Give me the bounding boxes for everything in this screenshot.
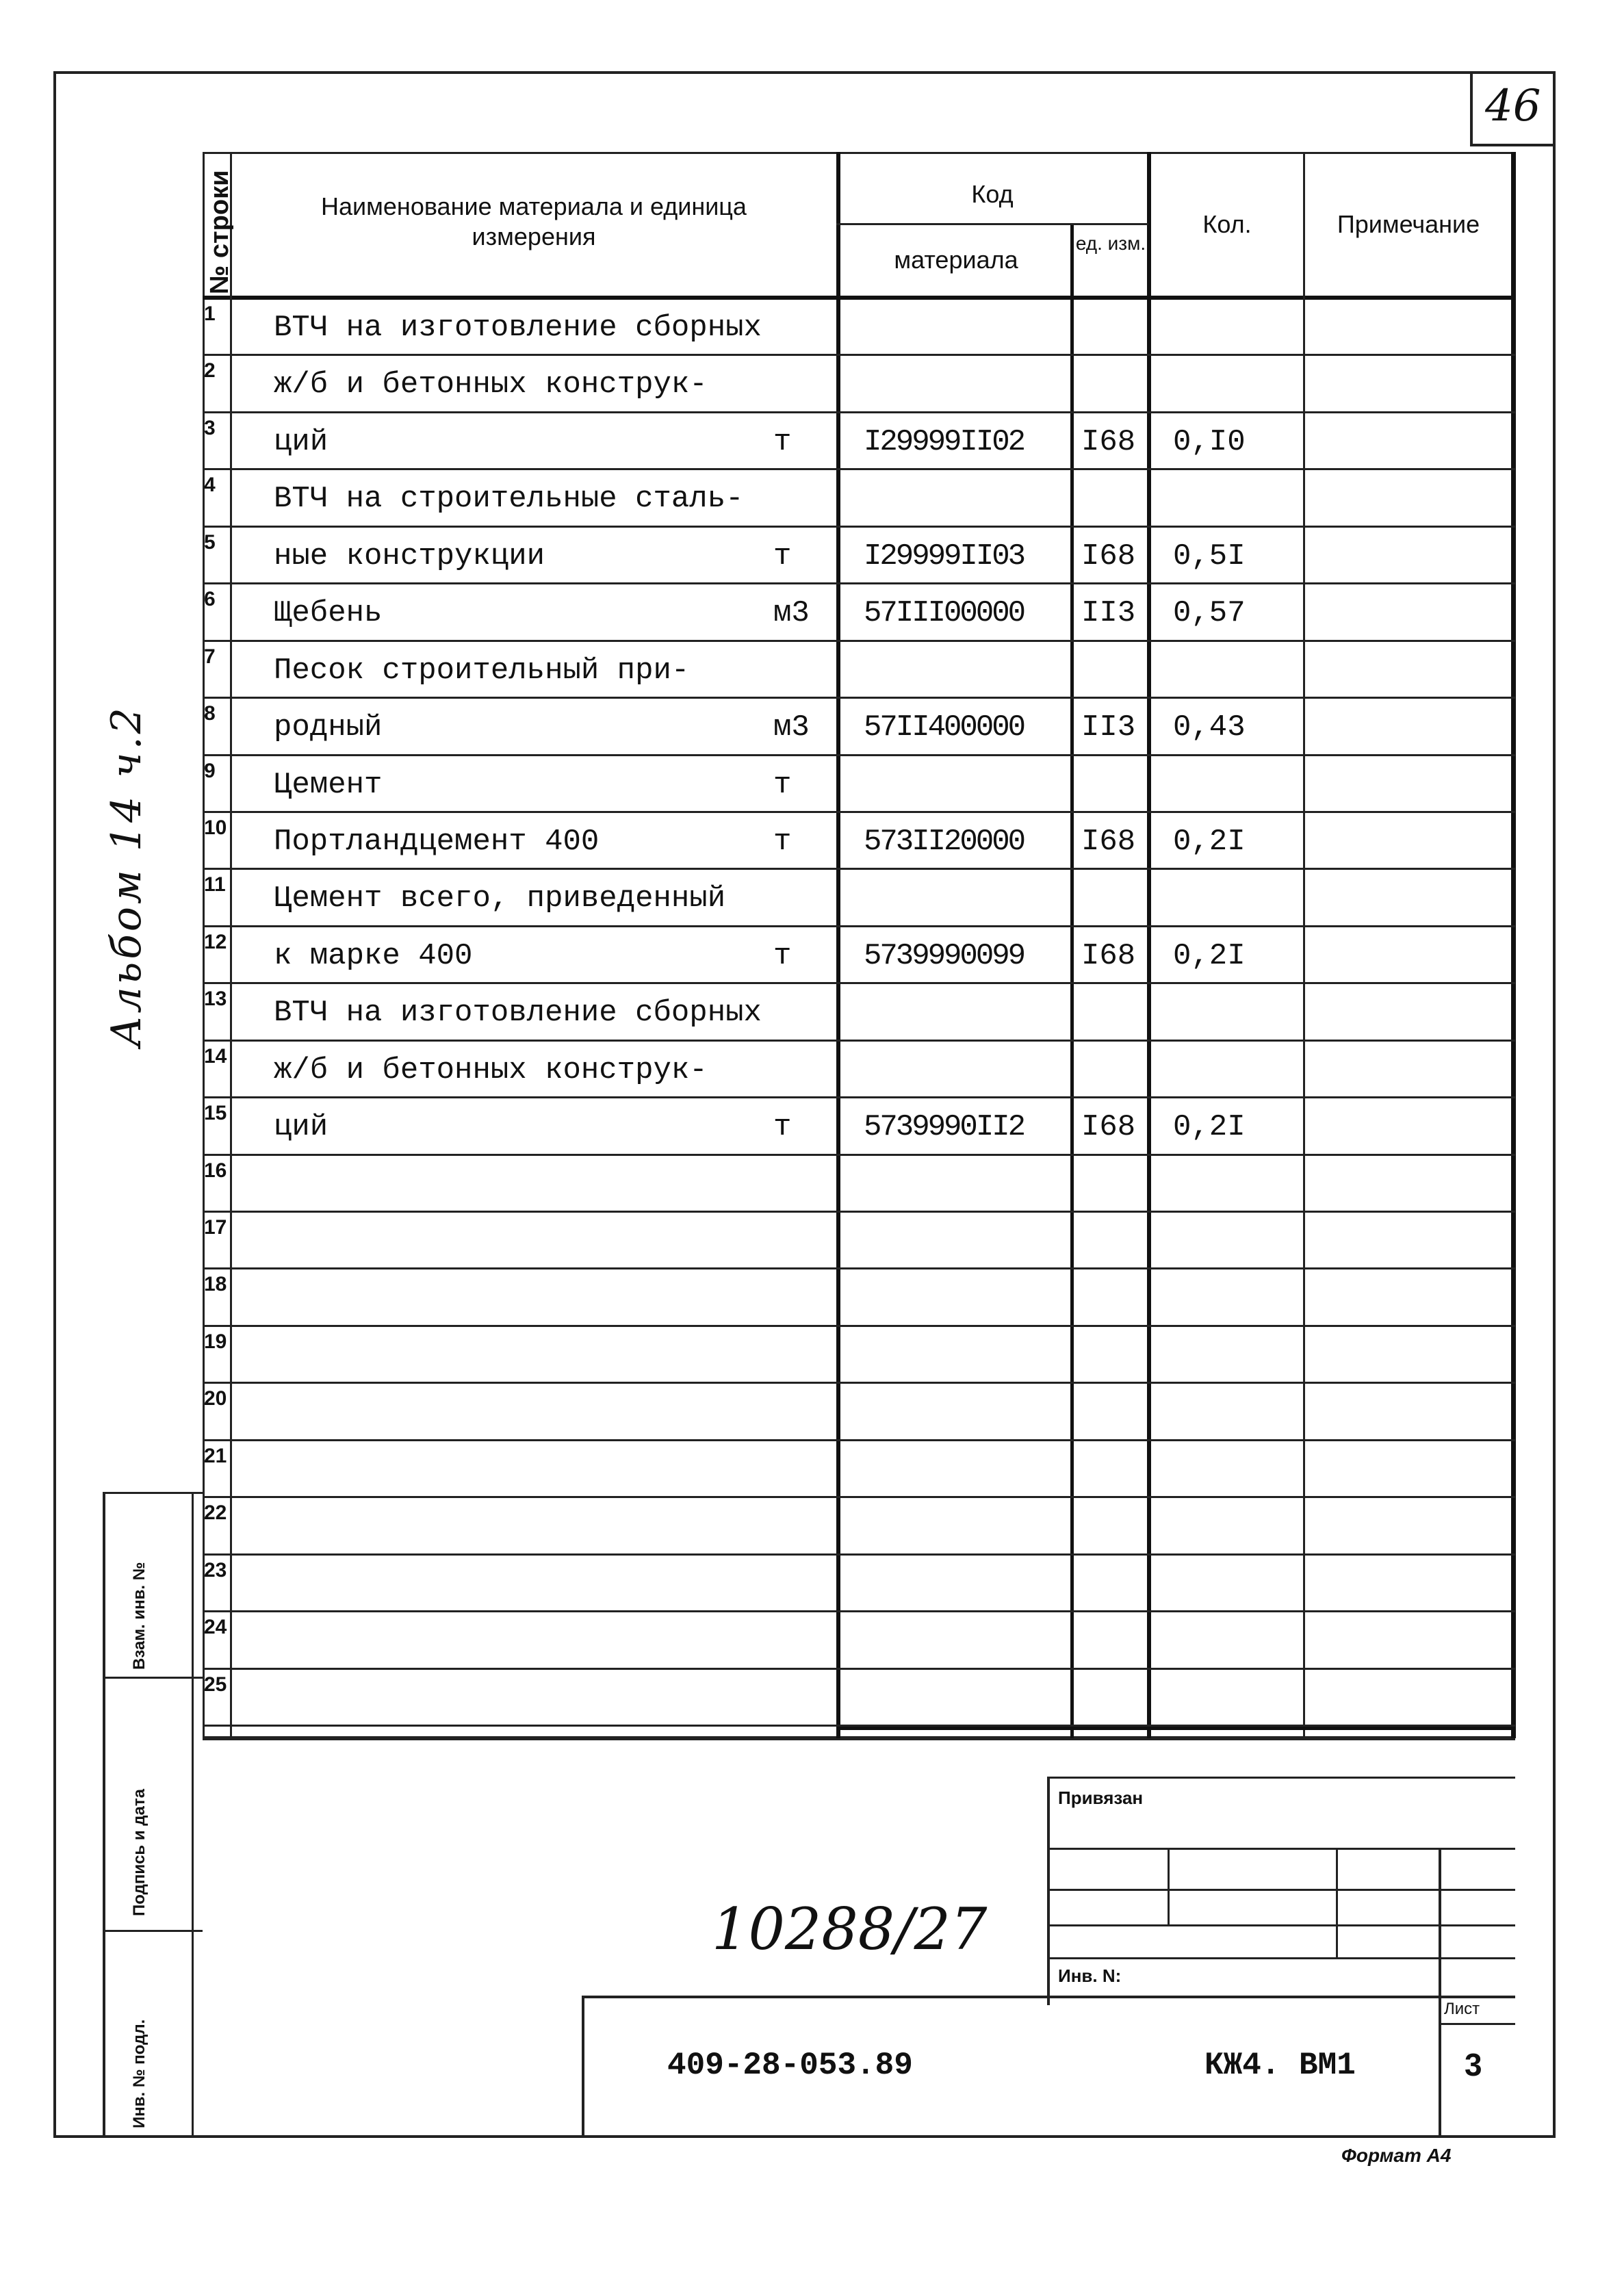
side-column-top [103, 1492, 203, 1494]
header-code: Код [971, 180, 1014, 208]
row-number: 23 [204, 1558, 227, 1582]
row-number: 16 [204, 1159, 227, 1182]
quantity: 0,5I [1173, 539, 1246, 573]
material-name: Портландцемент 400 [274, 824, 600, 859]
row-number: 9 [204, 759, 216, 782]
material-unit: т [773, 824, 792, 859]
material-code: 57III00000 [864, 596, 1024, 631]
stamp-list-value: 3 [1465, 2047, 1482, 2082]
material-name: Цемент всего, приведенный [274, 881, 726, 916]
material-name: Цемент [274, 767, 383, 802]
material-code: I29999II02 [864, 424, 1024, 459]
material-code: 57II400000 [864, 710, 1024, 745]
row-number: 18 [204, 1273, 227, 1296]
header-note: Примечание [1337, 210, 1480, 238]
material-name: Щебень [274, 596, 383, 631]
row-line [203, 640, 1515, 642]
row-number: 2 [204, 359, 216, 383]
row-number: 17 [204, 1216, 227, 1239]
material-unit: т [773, 539, 792, 573]
row-line [203, 697, 1515, 699]
material-code: 5739990099 [864, 938, 1024, 973]
material-unit: м3 [773, 596, 810, 631]
side-column-div2 [103, 1930, 203, 1932]
quantity: 0,I0 [1173, 424, 1246, 459]
row-number: 21 [204, 1444, 227, 1467]
row-number: 13 [204, 988, 227, 1011]
row-number: 3 [204, 416, 216, 439]
row-line [203, 811, 1515, 813]
stamp-vline-3 [1439, 1848, 1441, 2138]
header-code-divider [836, 223, 1148, 225]
col-line-name [836, 152, 840, 1738]
quantity: 0,2I [1173, 824, 1246, 859]
material-name: ВТЧ на строительные сталь- [274, 482, 744, 517]
row-line [203, 526, 1515, 528]
page-number: 46 [1485, 81, 1541, 131]
material-name: Песок строительный при- [274, 653, 690, 688]
quantity: 0,57 [1173, 596, 1246, 631]
material-unit: т [773, 938, 792, 973]
row-number: 11 [204, 873, 226, 897]
header-name: Наименование материала и единица измерения [321, 192, 747, 250]
stamp-vline-2 [1336, 1848, 1338, 1957]
col-line-rownum [230, 152, 232, 1738]
row-line [203, 1040, 1515, 1042]
row-line [203, 982, 1515, 984]
row-number: 7 [204, 645, 216, 668]
side-column-line-outer [103, 1492, 105, 2138]
row-number: 15 [204, 1102, 227, 1125]
col-line-code [1070, 223, 1074, 1738]
material-name: ВТЧ на изготовление сборных [274, 996, 762, 1031]
row-number: 6 [204, 588, 216, 611]
material-code: 573II20000 [864, 824, 1024, 859]
row-line [203, 754, 1515, 756]
material-code: I29999II03 [864, 539, 1024, 573]
row-line [203, 1725, 1515, 1727]
row-line [203, 1382, 1515, 1384]
row-line [203, 1211, 1515, 1213]
stamp-sheet-code: КЖ4. ВМ1 [1204, 2048, 1356, 2083]
row-number: 12 [204, 930, 227, 953]
row-number: 14 [204, 1044, 227, 1068]
unit-code: II3 [1081, 710, 1136, 745]
unit-code: I68 [1081, 824, 1136, 859]
side-label-inv-podl: Инв. № подл. [130, 2019, 149, 2128]
row-number: 25 [204, 1673, 227, 1696]
material-name: родный [274, 710, 383, 745]
material-name: к марке 400 [274, 938, 473, 973]
stamp-list-divider [1439, 2023, 1515, 2025]
header-qty: Кол. [1202, 210, 1252, 238]
row-line [203, 411, 1515, 413]
album-note: Альбом 14 ч.2 [103, 705, 151, 1047]
side-column-line-inner [192, 1492, 194, 2138]
stamp-doc-code: 409-28-053.89 [667, 2048, 913, 2083]
unit-code: I68 [1081, 424, 1136, 459]
material-name: ций [274, 424, 328, 459]
material-name: ные конструкции [274, 539, 545, 573]
unit-code: I68 [1081, 539, 1136, 573]
stamp-line-4 [1047, 1957, 1515, 1959]
row-number: 10 [204, 816, 227, 839]
stamp-main-top [582, 1996, 1515, 1998]
material-unit: м3 [773, 710, 810, 745]
material-unit: т [773, 1110, 792, 1145]
row-line [203, 1496, 1515, 1498]
stamp-top-line [203, 1738, 1515, 1740]
col-line-right [1511, 152, 1516, 1738]
quantity: 0,2I [1173, 1110, 1246, 1145]
unit-code: II3 [1081, 596, 1136, 631]
row-number: 1 [204, 302, 216, 325]
row-number: 20 [204, 1387, 227, 1410]
row-line [203, 1096, 1515, 1098]
row-line [203, 1553, 1515, 1556]
row-line [203, 925, 1515, 927]
row-line [203, 1610, 1515, 1612]
handwritten-number: 10288/27 [712, 1896, 988, 1963]
unit-code: I68 [1081, 1110, 1136, 1145]
col-line-qty [1303, 152, 1305, 1738]
material-name: ж/б и бетонных конструк- [274, 1053, 708, 1087]
row-line [203, 868, 1515, 870]
row-line [203, 1154, 1515, 1156]
material-name: ВТЧ на изготовление сборных [274, 311, 762, 345]
row-line [203, 1439, 1515, 1441]
row-line [203, 582, 1515, 584]
quantity: 0,2I [1173, 938, 1246, 973]
material-unit: т [773, 424, 792, 459]
stamp-line-2 [1047, 1889, 1515, 1891]
side-label-podpis: Подпись и дата [130, 1789, 149, 1916]
row-number: 8 [204, 702, 216, 725]
side-column-div1 [103, 1677, 203, 1679]
header-code-material: материала [894, 246, 1018, 274]
stamp-vline-1 [1168, 1848, 1170, 1924]
row-number: 22 [204, 1501, 227, 1525]
material-name: ж/б и бетонных конструк- [274, 367, 708, 402]
header-row-no: № строки [205, 170, 234, 294]
header-code-unit: ед. изм. [1075, 233, 1146, 254]
row-number: 19 [204, 1330, 227, 1353]
material-name: ций [274, 1110, 328, 1145]
unit-code: I68 [1081, 938, 1136, 973]
row-line [203, 354, 1515, 356]
col-line-unit [1147, 152, 1151, 1738]
quantity: 0,43 [1173, 710, 1246, 745]
stamp-privyazan-top [1047, 1777, 1515, 1779]
row-line [203, 1267, 1515, 1269]
format-label: Формат А4 [1341, 2145, 1452, 2166]
row-line [203, 1668, 1515, 1670]
stamp-privyazan: Привязан [1058, 1788, 1144, 1808]
material-unit: т [773, 767, 792, 802]
material-code: 5739990II2 [864, 1110, 1024, 1145]
row-line [203, 1325, 1515, 1327]
row-number: 24 [204, 1616, 227, 1639]
stamp-list-label: Лист [1444, 2000, 1480, 2018]
row-number: 4 [204, 474, 216, 497]
row-line [203, 468, 1515, 470]
header-bottom-line [203, 296, 1515, 300]
stamp-line-1 [1047, 1848, 1515, 1850]
stamp-main-left [582, 1996, 584, 2138]
row-number: 5 [204, 530, 216, 554]
stamp-inv-no: Инв. N: [1058, 1965, 1122, 1986]
stamp-privyazan-left [1047, 1777, 1050, 2005]
stamp-line-3 [1047, 1924, 1515, 1926]
side-label-vzam: Взам. инв. № [130, 1562, 149, 1670]
